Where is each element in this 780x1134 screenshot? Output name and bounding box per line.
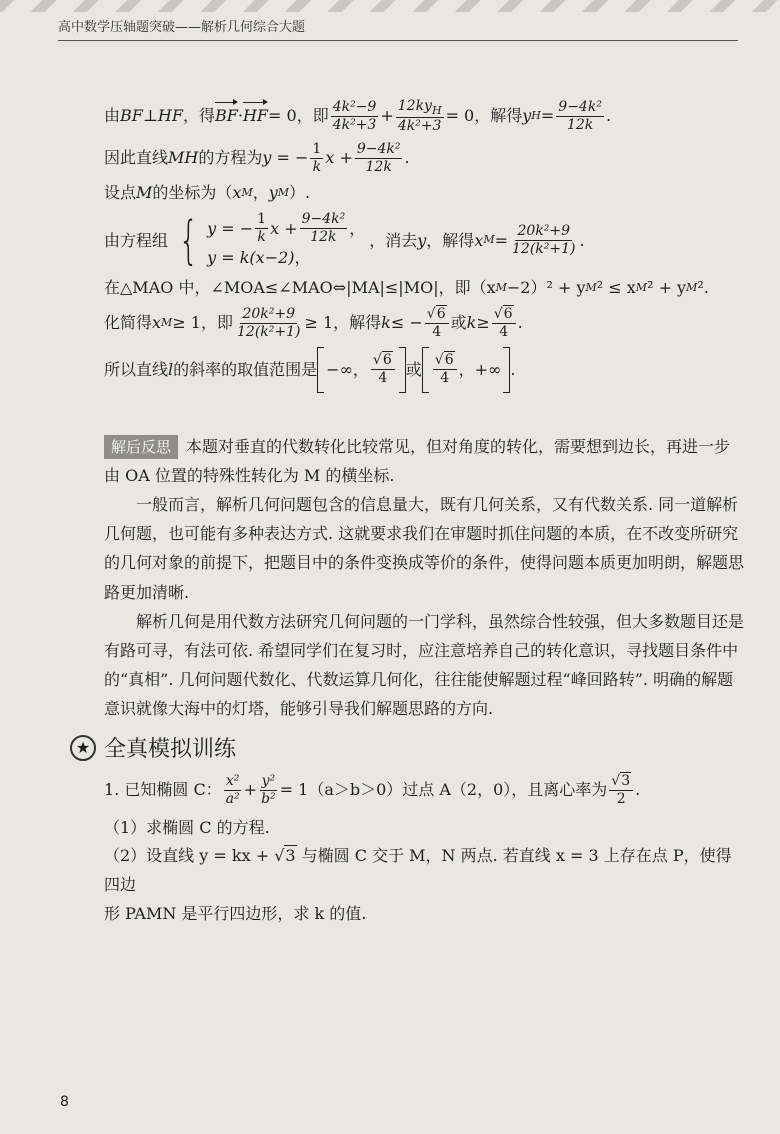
denominator: b²: [261, 790, 276, 807]
derivation-block: [104, 98, 744, 399]
var-k: k: [466, 313, 477, 333]
numerator: y²: [261, 773, 276, 789]
numerator: 9−4k²: [558, 99, 602, 116]
denominator: 4k²+3: [397, 117, 442, 134]
numerator: 1: [312, 140, 322, 157]
numerator: x²: [225, 773, 240, 789]
plus-symbol: +: [380, 106, 394, 126]
subscript: M: [483, 233, 495, 247]
denominator: 4k²+3: [332, 116, 377, 133]
denominator: 4: [378, 370, 388, 387]
reflection-badge: 解后反思: [104, 435, 178, 459]
text: = 1（a＞b＞0）过点 A（2，0），且离心率为: [279, 779, 608, 799]
fraction: [259, 773, 278, 808]
period: .: [510, 359, 516, 379]
perp-symbol: ⊥: [142, 106, 158, 126]
text: 的方程为: [198, 148, 263, 168]
equation-lhs: y = −: [262, 148, 309, 168]
var-hf: HF: [157, 106, 183, 126]
subscript: M: [686, 280, 698, 294]
top-stripe-decoration: [0, 0, 780, 12]
text: ≥ 1，即: [172, 313, 233, 333]
text: ².: [697, 277, 709, 297]
denominator: 12(k²+1): [237, 323, 301, 340]
text: 1. 已知椭圆 C：: [104, 779, 222, 799]
problem-question-1: （1）求椭圆 C 的方程.: [104, 817, 270, 837]
numerator: [609, 773, 633, 791]
fraction: [235, 306, 302, 341]
sqrt: √6: [493, 305, 513, 322]
text: ）.: [289, 183, 311, 203]
fraction: [433, 352, 457, 387]
sqrt: √6: [426, 305, 446, 322]
equals: =: [494, 230, 509, 250]
system-row-2: y = k(x−2) ，: [207, 246, 365, 270]
text: ≥ 1，解得: [304, 313, 382, 333]
text: y = −: [207, 218, 254, 238]
fraction: [609, 773, 633, 808]
text: ≤ −: [390, 313, 423, 333]
section-heading: [70, 732, 236, 763]
var-x: x +: [325, 148, 353, 168]
period: .: [404, 148, 410, 168]
period: .: [517, 313, 523, 333]
var-y: y: [268, 183, 278, 203]
equation-system: [172, 211, 365, 270]
sqrt: √6: [434, 352, 454, 369]
radicand: 6: [436, 305, 446, 322]
sqrt: √3: [274, 846, 296, 866]
radicand: 6: [382, 352, 392, 369]
radicand: 3: [285, 846, 296, 866]
section-title-text: 全真模拟训练: [104, 737, 237, 762]
text: ，消去: [369, 230, 418, 250]
text: x +: [270, 218, 298, 238]
text: ² ≤ x: [596, 277, 636, 297]
period: .: [635, 779, 641, 799]
header-rule: [58, 40, 738, 41]
numerator: [492, 306, 516, 324]
text: y = k(x−2): [207, 247, 295, 267]
vector-hf: HF: [243, 104, 268, 128]
interval-start: −∞，: [326, 359, 369, 379]
derivation-line-5: [104, 276, 744, 300]
interval-end: ，+∞: [458, 359, 502, 379]
text: −2）² + y: [506, 277, 586, 297]
derivation-line-2: [104, 141, 744, 176]
reflection-text-1: 本题对垂直的代数转化比较常见，但对角度的转化，需要想到边长，再进一步由 OA 位置的特殊性转化为 M 的横坐标.: [104, 437, 731, 486]
denominator: 12k: [310, 229, 337, 246]
text: = 0，解得: [445, 106, 523, 126]
derivation-line-7: [104, 347, 744, 393]
left-bracket: [317, 347, 324, 393]
text: ² + y: [647, 277, 687, 297]
numerator: 9−4k²: [356, 140, 401, 157]
text: 所以直线: [104, 359, 169, 379]
numerator: 9−4k²: [301, 211, 346, 228]
text: （2）设直线 y = kx +: [104, 846, 275, 866]
var-bf: BF: [120, 106, 143, 126]
right-bracket: [503, 347, 510, 393]
vector-bf: BF: [215, 104, 238, 128]
numerator: 1: [257, 211, 267, 228]
radicand: 6: [503, 305, 513, 322]
var-l: l: [168, 359, 174, 379]
fraction: [255, 211, 268, 246]
reflection-paragraph-2: 一般而言，解析几何问题包含的信息量大，既有几何关系，又有代数关系. 同一道解析几何题，也可能有多种表达方式. 这就要求我们在审题时抓住问题的本质，在不改变所研究的几何对象的前提下，把题目中的条件变换成等价的条件，使得问题本质更加明朗，解题思路更加清晰.: [104, 495, 745, 602]
text: = 0，即: [268, 106, 329, 126]
var-mh: MH: [168, 148, 199, 168]
denominator: k: [312, 158, 322, 175]
page-number: 8: [60, 1094, 69, 1110]
sqrt: √3: [611, 773, 631, 789]
text: 因此直线: [104, 148, 169, 168]
text: 的坐标为（: [152, 183, 233, 203]
var-x: x: [232, 183, 242, 203]
subscript: M: [161, 316, 173, 330]
denominator: 12k: [566, 116, 594, 133]
fraction: [492, 306, 516, 341]
text: 由方程组: [104, 230, 169, 250]
problem-1: [104, 773, 744, 929]
right-bracket: [399, 347, 406, 393]
left-bracket: [422, 347, 429, 393]
text: ，得: [182, 106, 215, 126]
text: 化简得: [104, 313, 153, 333]
period: .: [579, 230, 585, 250]
system-row-1: y = − $\frac{1}{k}$ x + $\frac{\text{9−4k²}}{12k}$ ，: [207, 211, 366, 246]
fraction: [310, 141, 323, 176]
problem-statement: [104, 773, 744, 808]
numerator: [371, 352, 395, 370]
fraction: [556, 99, 604, 134]
numerator: 20k²+9: [517, 223, 571, 240]
text: 或: [405, 359, 422, 379]
fraction: [224, 773, 242, 808]
text: 与椭圆 C 交于 M，N 两点. 若直线 x = 3 上存在点 P，使得四边: [104, 846, 732, 895]
subscript: M: [495, 280, 507, 294]
sqrt: √6: [372, 352, 392, 369]
subscript: H: [531, 109, 541, 123]
dot-symbol: ·: [237, 106, 243, 126]
denominator: 4: [499, 323, 509, 340]
subscript: M: [585, 280, 597, 294]
derivation-line-4: [104, 211, 744, 270]
text: ，解得: [426, 230, 475, 250]
running-header: 高中数学压轴题突破——解析几何综合大题: [58, 20, 306, 35]
subscript: M: [277, 186, 290, 200]
denominator: 4: [432, 323, 442, 340]
system-lines: [207, 211, 365, 270]
denominator: 2: [616, 790, 626, 807]
denominator: 12(k²+1): [512, 241, 576, 258]
radicand: 3: [621, 773, 631, 789]
left-brace: {: [178, 210, 199, 271]
numerator: [396, 98, 444, 118]
text: 在△MAO 中，∠MOA≤∠MAO⇔|MA|≤|MO|，即（x: [104, 277, 496, 297]
var-x: x: [474, 230, 484, 250]
numerator-text: 12ky: [397, 98, 432, 114]
text: 由: [104, 106, 121, 126]
reflection-paragraph-1: [104, 432, 744, 490]
numerator: [425, 306, 449, 324]
numerator: [433, 352, 457, 370]
subscript: M: [635, 280, 648, 294]
derivation-line-1: [104, 98, 744, 135]
var-m: M: [136, 183, 153, 203]
fraction: [396, 98, 444, 135]
subscript: M: [241, 186, 253, 200]
problem-question-2-cont: 形 PAMN 是平行四边形，求 k 的值.: [104, 903, 367, 923]
text: 或: [450, 313, 467, 333]
derivation-line-6: [104, 306, 744, 341]
var-x: x: [152, 313, 162, 333]
subscript: H: [431, 103, 442, 117]
denominator: 4: [440, 370, 450, 387]
problem-question-2: [104, 842, 744, 900]
comma: ，: [252, 183, 269, 203]
var-y: y: [417, 230, 427, 250]
derivation-line-3: [104, 181, 744, 205]
denominator: k: [257, 229, 266, 246]
text: ≥: [476, 313, 490, 333]
fraction: [355, 141, 403, 176]
text: 的斜率的取值范围是: [173, 359, 318, 379]
denominator: a²: [225, 790, 240, 807]
reflection-block: [104, 432, 744, 723]
fraction: [300, 211, 348, 246]
plus-symbol: +: [243, 779, 258, 799]
text: =: [540, 106, 555, 126]
period: .: [605, 106, 612, 126]
radicand: 6: [444, 352, 454, 369]
reflection-paragraph-3: 解析几何是用代数方法研究几何问题的一门学科，虽然综合性较强，但大多数题目还是有路可寻，有法可依. 希望同学们在复习时，应注意培养自己的转化意识，寻找题目条件中的“真相”. 几何问题代数化、代数运算几何化，往往能使解题过程“峰回路转”. 明确的解题意识就像大海中的灯塔，能够引导我们解题思路的方向.: [104, 611, 745, 718]
numerator: 20k²+9: [242, 305, 296, 322]
text: 设点: [104, 183, 137, 203]
denominator: 12k: [365, 158, 392, 175]
fraction: [371, 352, 395, 387]
fraction: [510, 223, 577, 258]
star-icon: ★: [70, 735, 96, 761]
var-y: y: [522, 106, 532, 126]
numerator: 4k²−9: [332, 99, 377, 116]
fraction: [425, 306, 449, 341]
fraction: [331, 99, 379, 134]
var-k: k: [381, 313, 391, 333]
